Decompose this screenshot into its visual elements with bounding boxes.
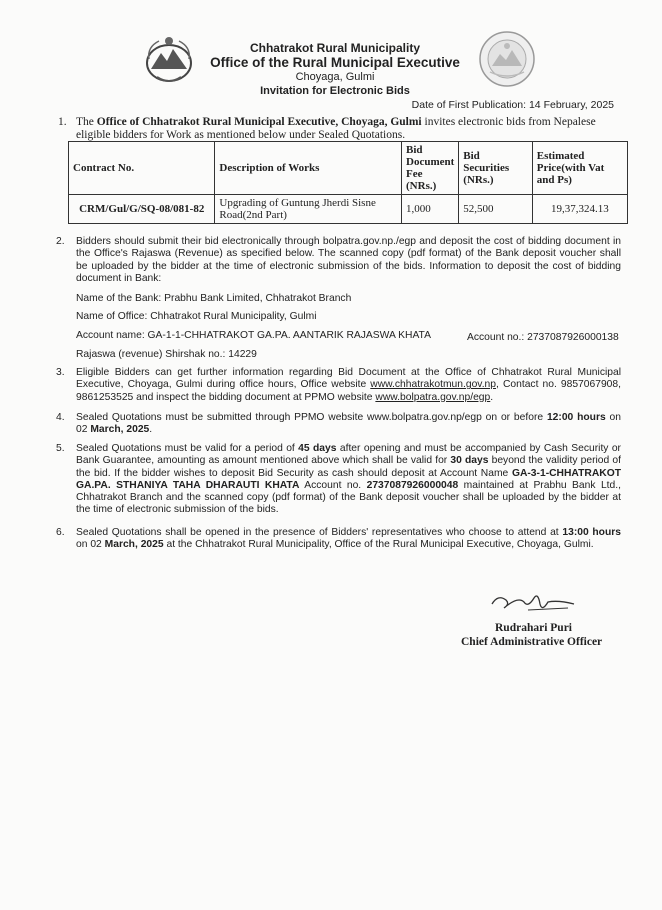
- header-description: Description of Works: [215, 142, 402, 195]
- rajaswa-shirshak: Rajaswa (revenue) Shirshak no.: 14229: [76, 349, 257, 360]
- office-name: Office of the Rural Municipal Executive: [210, 55, 460, 70]
- municipality-name: Chhatrakot Rural Municipality: [249, 41, 421, 55]
- header-estimated-price: Estimated Price(with Vat and Ps): [532, 142, 627, 195]
- section-3: [56, 367, 621, 404]
- section-3-text: Eligible Bidders can get further information regarding Bid Document at the Office of Chhatrakot Rural Municipal Executive, Choyaga, Gulmi during office hours, Office website www.chhatrakotmun.gov.np, Contact no. 9857067908, 9861253525 and inspect the bidding document at PPMO website www.bolpatra.gov.np/egp.: [76, 367, 621, 403]
- issuing-office: Office of Chhatrakot Rural Municipal Executive, Choyaga, Gulmi: [96, 116, 422, 128]
- section-number: 5.: [56, 443, 65, 454]
- nepal-emblem-logo: [143, 33, 195, 85]
- section-5-text: Sealed Quotations must be valid for a period of 45 days after opening and must be accompanied by Cash Security or Bank Guarantee, amounting as amount mentioned above which shall be valid for 30 days beyond the validity period of the bid. If the bidder wishes to deposit Bid Security as cash should deposit at Account Name GA-3-1-CHHATRAKOT GA.PA. STHANIYA TAHA DHARAUTI KHATA Account no. 2737087926000048 maintained at Prabhu Bank Ltd., Chhatrakot Branch and the scanned copy (pdf format) of the Bank deposit voucher shall be uploaded by the bidder at the time of electronic submission of the bids.: [76, 443, 621, 516]
- municipality-seal-logo: [478, 30, 536, 88]
- header-bid-securities: Bid Securities (NRs.): [459, 142, 532, 195]
- section-1-text: The Office of Chhatrakot Rural Municipal Executive, Choyaga, Gulmi invites electronic bids from Nepalese eligible bidders for Work as mentioned below under Sealed Quotations.: [76, 116, 596, 141]
- section-4: [56, 412, 621, 437]
- ppmo-website-link[interactable]: www.bolpatra.gov.np/egp: [375, 391, 491, 403]
- municipality-website-link[interactable]: www.chhatrakotmun.gov.np: [370, 379, 497, 391]
- section-number: 1.: [58, 116, 67, 128]
- cell-security: 52,500: [459, 195, 532, 224]
- signatory-title: Chief Administrative Officer: [461, 636, 603, 648]
- handwritten-signature: [488, 590, 578, 616]
- office-account-name: Name of Office: Chhatrakot Rural Municipality, Gulmi: [76, 311, 317, 322]
- bid-table: [68, 141, 628, 224]
- cell-estimated-price: 19,37,324.13: [532, 195, 627, 224]
- section-number: 3.: [56, 367, 65, 378]
- cell-description: Upgrading of Guntung Jherdi Sisne Road(2nd Part): [215, 195, 402, 224]
- account-number: Account no.: 2737087926000138: [467, 332, 619, 343]
- header-bid-document-fee: Bid Document Fee (NRs.): [402, 142, 459, 195]
- cell-fee: 1,000: [402, 195, 459, 224]
- cell-contract-no: CRM/Gul/G/SQ-08/081-82: [69, 195, 215, 224]
- section-6: [56, 527, 621, 552]
- table-row: [69, 195, 628, 224]
- section-1: [58, 116, 618, 142]
- notice-title: Invitation for Electronic Bids: [260, 85, 410, 97]
- section-2: [56, 236, 621, 285]
- header-contract-no: Contract No.: [69, 142, 215, 195]
- section-5: [56, 443, 621, 517]
- section-4-text: Sealed Quotations must be submitted through PPMO website www.bolpatra.gov.np/egp on or before 12:00 hours on 02 March, 2025.: [76, 412, 621, 436]
- table-header-row: [69, 142, 628, 195]
- section-number: 6.: [56, 527, 65, 538]
- signatory-name: Rudrahari Puri: [495, 622, 572, 634]
- bank-name: Name of the Bank: Prabhu Bank Limited, Chhatrakot Branch: [76, 293, 352, 304]
- publication-date: Date of First Publication: 14 February, 2025: [411, 99, 614, 111]
- office-location: Choyaga, Gulmi: [295, 71, 375, 83]
- section-number: 4.: [56, 412, 65, 423]
- section-number: 2.: [56, 236, 65, 247]
- section-6-text: Sealed Quotations shall be opened in the presence of Bidders' representatives who choose to attend at 13:00 hours on 02 March, 2025 at the Chhatrakot Rural Municipality, Office of the Rural Municipal Executive, Choyaga, Gulmi.: [76, 527, 621, 551]
- account-name: Account name: GA-1-1-CHHATRAKOT GA.PA. AANTARIK RAJASWA KHATA: [76, 330, 431, 341]
- section-2-text: Bidders should submit their bid electronically through bolpatra.gov.np./egp and deposit the cost of bidding document in the Office's Rajaswa (Revenue) as specified below. The scanned copy (pdf format) of the Bank deposit voucher shall be uploaded by the bidder at the time of electronic submission of the bids. Information to deposit the cost of bidding document in Bank:: [76, 236, 621, 284]
